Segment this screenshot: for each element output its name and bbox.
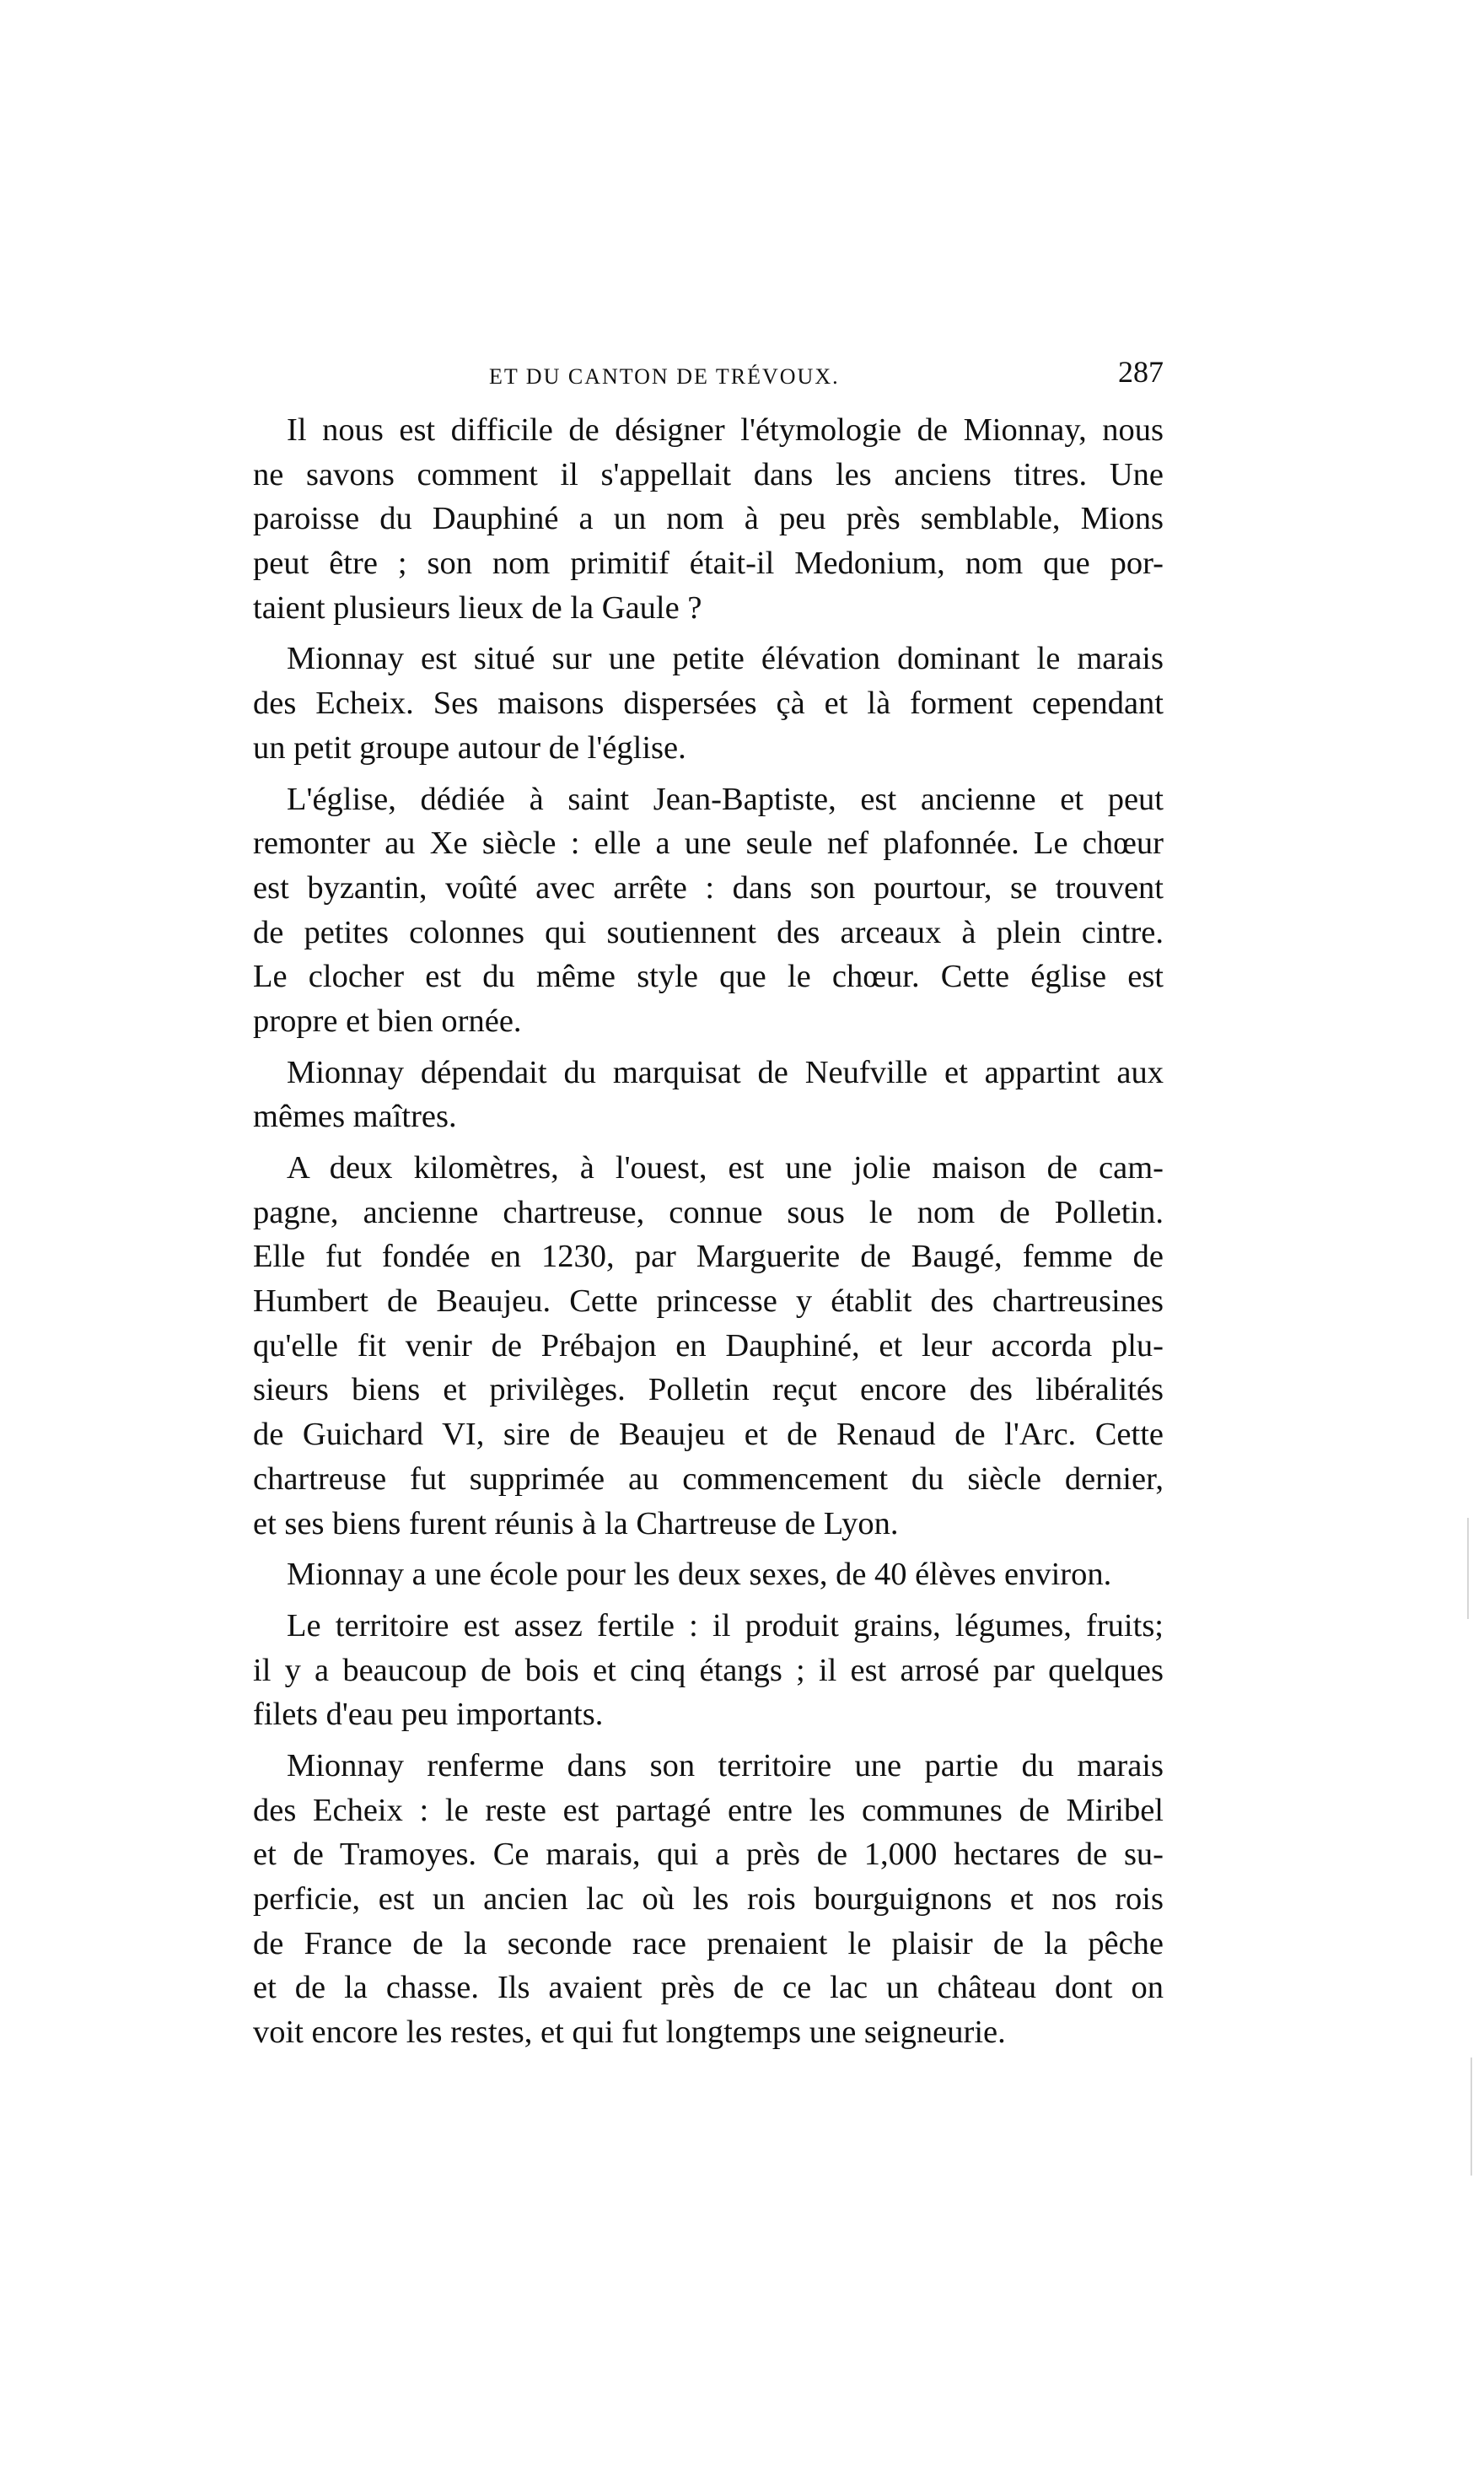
text-line: Mionnay a une école pour les deux sexes, de 40 élèves environ. — [287, 1557, 1112, 1593]
scan-edge-mark — [1467, 1518, 1469, 1619]
text-line: est byzantin, voûté avec arrête : dans son pourtour, se trouvent — [253, 869, 1164, 906]
text-line: ne savons comment il s'appellait dans les anciens titres. Une — [253, 456, 1164, 492]
scan-edge-mark — [1471, 2058, 1472, 2176]
text-line: Mionnay renferme dans son territoire une partie du marais — [287, 1747, 1164, 1783]
text-line: propre et bien ornée. — [253, 1003, 522, 1039]
text-line: filets d'eau peu importants. — [253, 1697, 604, 1733]
text-line: et ses biens furent réunis à la Chartreuse de Lyon. — [253, 1505, 899, 1541]
paragraph-territory — [253, 1604, 1164, 1737]
text-line: sieurs biens et privilèges. Polletin reçut encore des libéralités — [253, 1372, 1164, 1408]
text-line: il y a beaucoup de bois et cinq étangs ; il est arrosé par quelques — [253, 1652, 1164, 1688]
text-line: voit encore les restes, et qui fut longtemps une seigneurie. — [253, 2014, 1006, 2051]
running-title: ET DU CANTON DE TRÉVOUX. — [489, 364, 840, 389]
paragraph-marquisate — [253, 1051, 1164, 1139]
text-line: Mionnay est situé sur une petite élévation dominant le marais — [287, 641, 1164, 677]
text-line: qu'elle fit venir de Prébajon en Dauphiné, et leur accorda plu- — [253, 1327, 1164, 1364]
paragraph-marsh — [253, 1744, 1164, 2055]
paragraph-etymology — [253, 408, 1164, 630]
text-line: et de la chasse. Ils avaient près de ce lac un château dont on — [253, 1970, 1164, 2006]
paragraph-polletin — [253, 1146, 1164, 1546]
text-line: Le territoire est assez fertile : il produit grains, légumes, fruits; — [287, 1607, 1164, 1643]
text-line: Humbert de Beaujeu. Cette princesse y établit des chartreusines — [253, 1283, 1164, 1320]
text-line: des Echeix. Ses maisons dispersées çà et là forment cependant — [253, 686, 1164, 722]
text-line: mêmes maîtres. — [253, 1099, 457, 1135]
text-line: de Guichard VI, sire de Beaujeu et de Renaud de l'Arc. Cette — [253, 1417, 1164, 1453]
paragraph-church — [253, 777, 1164, 1044]
text-line: chartreuse fut supprimée au commencement du siècle dernier, — [253, 1460, 1164, 1497]
text-line: paroisse du Dauphiné a un nom à peu près semblable, Mions — [253, 501, 1164, 537]
page-number: 287 — [1118, 355, 1164, 389]
paragraph-school — [253, 1552, 1164, 1597]
page-header — [253, 354, 1164, 405]
text-line: A deux kilomètres, à l'ouest, est une jolie maison de cam- — [287, 1150, 1164, 1186]
text-line: Le clocher est du même style que le chœur. Cette église est — [253, 959, 1164, 995]
text-line: pagne, ancienne chartreuse, connue sous le nom de Polletin. — [253, 1194, 1164, 1230]
text-line: remonter au Xe siècle : elle a une seule nef plafonnée. Le chœur — [253, 826, 1164, 862]
text-line: de France de la seconde race prenaient le plaisir de la pêche — [253, 1925, 1164, 1961]
text-line: taient plusieurs lieux de la Gaule ? — [253, 589, 702, 626]
body-text — [253, 408, 1164, 2055]
text-line: peut être ; son nom primitif était-il Medonium, nom que por- — [253, 546, 1164, 582]
text-line: Mionnay dépendait du marquisat de Neufville et appartint aux — [287, 1054, 1164, 1090]
text-line: et de Tramoyes. Ce marais, qui a près de 1,000 hectares de su- — [253, 1837, 1164, 1873]
text-line: Il nous est difficile de désigner l'étymologie de Mionnay, nous — [287, 412, 1164, 448]
text-line: un petit groupe autour de l'église. — [253, 729, 686, 766]
text-line: Elle fut fondée en 1230, par Marguerite de Baugé, femme de — [253, 1239, 1164, 1275]
text-line: des Echeix : le reste est partagé entre les communes de Miribel — [253, 1792, 1164, 1828]
text-line: perficie, est un ancien lac où les rois bourguignons et nos rois — [253, 1881, 1164, 1917]
paragraph-situation — [253, 637, 1164, 770]
text-line: de petites colonnes qui soutiennent des arceaux à plein cintre. — [253, 914, 1164, 950]
text-line: L'église, dédiée à saint Jean-Baptiste, est ancienne et peut — [287, 781, 1164, 817]
